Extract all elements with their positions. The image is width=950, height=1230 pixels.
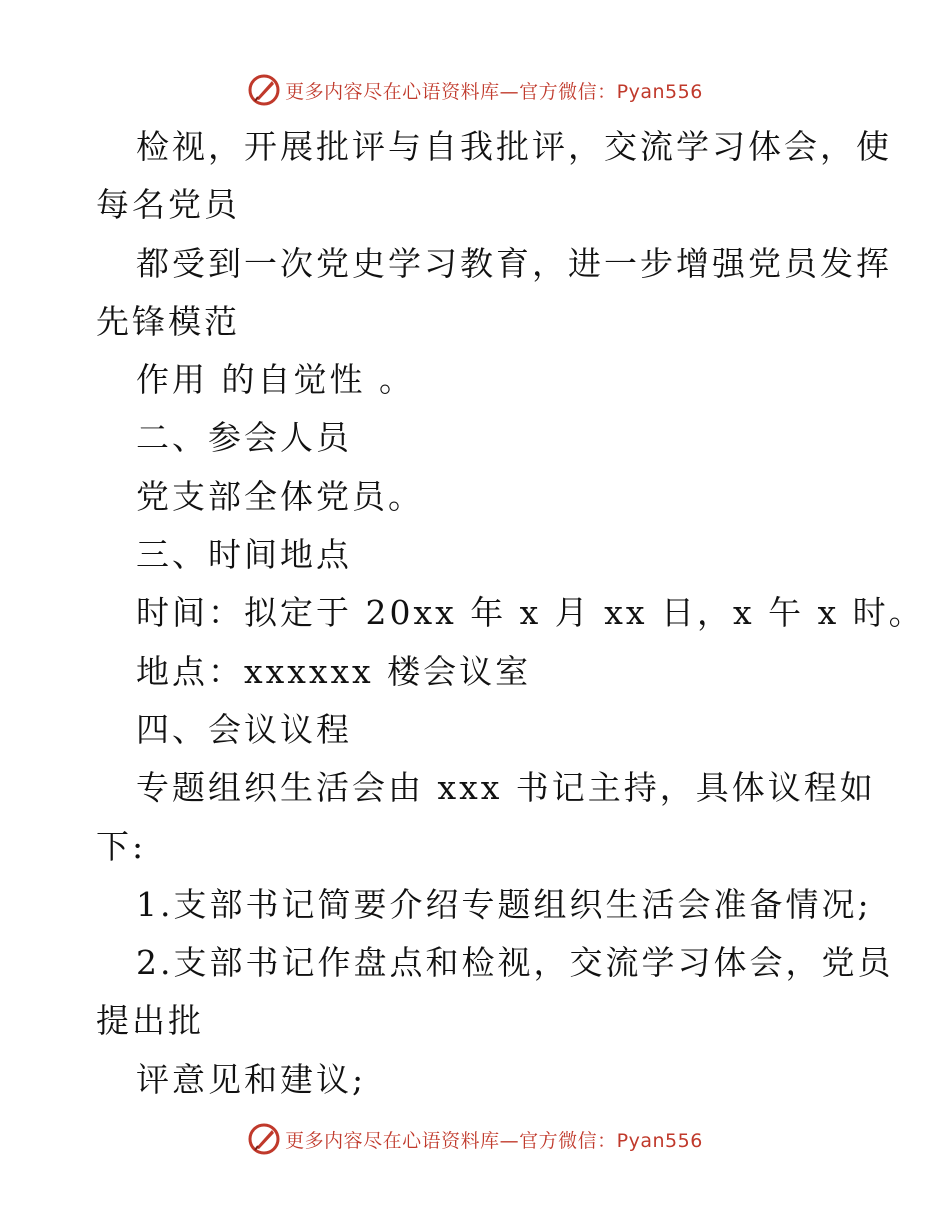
quill-logo-icon [247, 73, 281, 107]
text-line: 下: [96, 826, 147, 866]
text-line: 都受到一次党史学习教育，进一步增强党员发挥 [136, 243, 892, 283]
text-line: 检视，开展批评与自我批评，交流学习体会，使 [136, 127, 892, 166]
text-line: 1.支部书记简要介绍专题组织生活会准备情况; [136, 884, 872, 924]
text-line: 先锋模范 [96, 301, 240, 341]
watermark-text: 更多内容尽在心语资料库—官方微信：Pyan556 [285, 80, 703, 103]
text-line: 二、参会人员 [136, 418, 352, 458]
text-line: 专题组织生活会由 xxx 书记主持，具体议程如 [136, 768, 876, 808]
watermark-text: 更多内容尽在心语资料库—官方微信：Pyan556 [285, 1129, 703, 1152]
text-line: 四、会议议程 [136, 709, 352, 749]
text-line: 每名党员 [96, 185, 240, 225]
text-line: 地点：xxxxxx 楼会议室 [136, 651, 532, 691]
text-line: 评意见和建议; [136, 1059, 367, 1099]
text-line: 党支部全体党员。 [136, 476, 424, 516]
text-line: 2.支部书记作盘点和检视，交流学习体会，党员 [136, 943, 894, 983]
quill-logo-icon [247, 1122, 281, 1156]
text-line: 作用 的自觉性 。 [136, 360, 415, 400]
text-line: 时间：拟定于 20xx 年 x 月 xx 日，x 午 x 时。 [136, 593, 925, 633]
document-body [96, 118, 925, 1109]
footer-watermark [0, 1119, 950, 1159]
text-line: 提出批 [96, 1001, 204, 1041]
text-line: 三、时间地点 [136, 535, 352, 575]
header-watermark [0, 70, 950, 110]
